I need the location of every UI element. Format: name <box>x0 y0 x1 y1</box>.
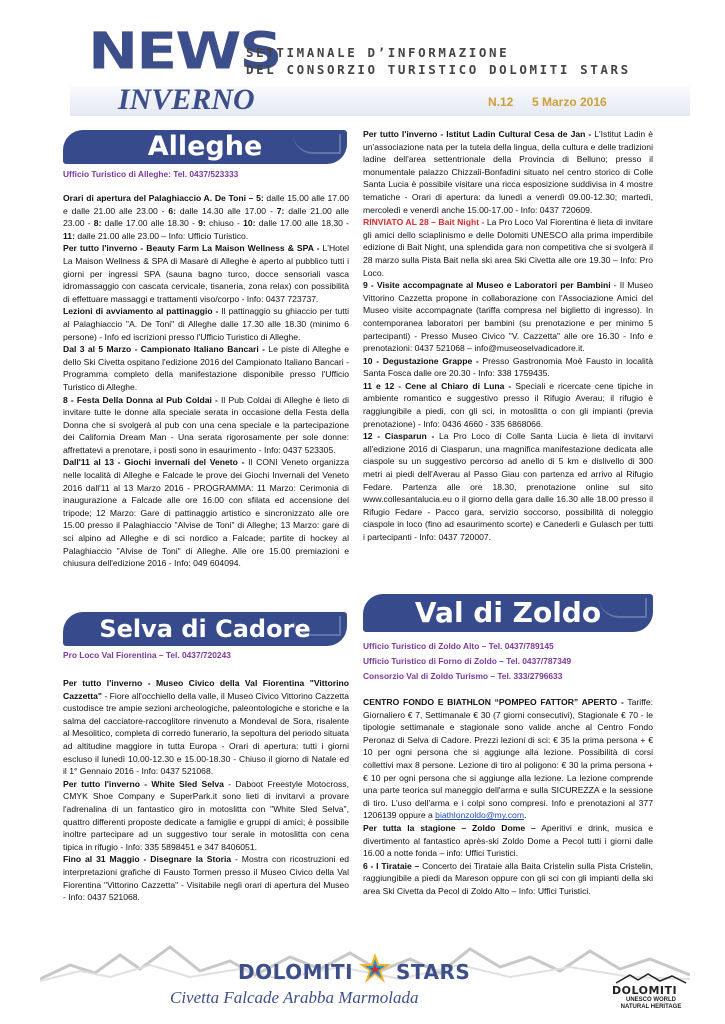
right-column-zoldo <box>363 640 653 898</box>
right-column <box>363 128 653 544</box>
article-text: - Fiore all'occhiello della valle, il Museo Civico Vittorino Cazzetta custodisce tre ampie sezioni archeologiche, paleontologiche e storiche e la salma del cacciatore-raccoglitore rinvenuto a Mondeval de Sora, risalente al Mesolitico, completa di corredo funerario, la sepoltura del periodo situata ad altitudine maggiore in tutta Europa - Orari di apertura: tutti i giorni escluso il lunedì 10.00-12.30 e 15.00-18.30 - Chiuso il giorno di Natale ed il 1° Gennaio 2016 - Info: 0437 521068. <box>63 690 349 777</box>
article <box>63 242 349 305</box>
article-lead: Per tutto l'inverno - Istitut Ladin Cultural Cesa de Jan - <box>363 129 592 139</box>
day-label: 6: <box>168 205 177 216</box>
header-subtitle-1: SETTIMANALE D’INFORMAZIONE <box>246 45 510 60</box>
article-lead: Fino al 31 Maggio - Disegnare la Storia <box>63 854 232 865</box>
email-link[interactable]: biathlonzoldo@my.com <box>435 810 524 821</box>
article-text: La Pro Loco Val Fiorentina è lieta di invitare gli amici dello sciaplinismo e delle Dolomiti UNESCO alla prima imperdibile edizione di Bait Night, una splendida gara non competitiva che si svolgerà il 28 marzo sulla Pista Bait nella ski area Ski Civetta alle ore 19.30 – Info: Pro Loco. <box>363 217 653 278</box>
article-lead: Dall'11 al 13 - Giochi invernali del Veneto - <box>63 457 245 468</box>
article-text: Aperitivi e drink, musica e divertimento al fantastico après-ski Zoldo Dome a Pecol tutti i giorni dalle 16.00 a notte fonda – info: Uffici Turistici. <box>363 822 653 859</box>
unesco-badge <box>612 972 690 1018</box>
article <box>363 355 653 380</box>
article <box>63 394 349 457</box>
article-lead: 10 - Degustazione Grappe - <box>363 355 479 366</box>
unesco-mountain-icon <box>612 972 690 984</box>
article-text: dalle 15.00 alle 17.00 e dalle 21.00 alle 23.00 - <box>63 193 349 216</box>
article-text: Il Pub Coldai di Alleghe è lieto di invitare tutte le donne alla speciale serata in occasione della Festa della Donna che si svolgerà al pub con una cena speciale e la partecipazione dei California Dream Man - Una serata rigorosamente per sole donne: affrettatevi a prenotare, i posti sono in esaurimento - Info: 0437 523305. <box>63 394 349 455</box>
article-text: Presso Gastronomia Moè Fausto in località Santa Fosca dalle ore 20.30 - Info: 338 1759435. <box>363 355 653 379</box>
unesco-subtitle-1: UNESCO WORLD <box>626 997 676 1003</box>
article-lead: Per tutta la stagione – Zoldo Dome – <box>363 822 536 833</box>
article-text: dalle 17.00 alle 18.30 - <box>101 218 199 229</box>
brand-name-right: STARS <box>396 960 471 984</box>
section-title: Alleghe <box>147 131 263 162</box>
section-title: Val di Zoldo <box>414 596 602 629</box>
article-text: L'Hotel La Maison Wellness & SPA di Masarè di Alleghe è aperto al pubblico tutti i giorni per ingressi SPA (sauna bagno turco, docce sensoriali vasca idromassaggio con cascata cervicale, tisaneria, zona relax) con possibilità di effettuare massaggi e trattamenti viso/corpo - Info: 0437 723737. <box>63 243 350 304</box>
office-contact: Ufficio Turistico di Alleghe: Tel. 0437/523333 <box>63 169 239 179</box>
article <box>363 279 653 355</box>
article-lead-alert: RINVIATO AL 28 – Bait Night - <box>363 217 485 228</box>
left-column <box>63 168 349 570</box>
section-banner-selva <box>63 612 347 646</box>
article-text: dalle 21.00 alle 23.00 - <box>63 205 350 229</box>
office-contact: Ufficio Turistico di Zoldo Alto – Tel. 0437/789145 <box>363 641 554 651</box>
article <box>363 216 653 279</box>
article-text: Speciali e ricercate cene tipiche in ambiente romantico e suggestivo presso il Rifugio Averau; il rifugio è raggiungibile a piedi, con gli sci, in motoslitta o con gli impianti (previa prenotazione) - Info: 0436 4660 - 335 6868066. <box>363 380 653 429</box>
article-lead: 8 - Festa Della Donna al Pub Coldai - <box>63 394 218 405</box>
article <box>63 853 349 903</box>
article-text: chiuso - <box>205 218 244 229</box>
article-text: L'Istitut Ladin è un'associazione nata per la tutela della lingua, della cultura e delle tradizioni ladine dell'area settentrionale della Provincia di Belluno; presso il monumentale palazzo Chizzali-Bonfadini situato nel centro storico di Colle Santa Lucia è possibile visitare una ricca esposizione suddivisa in 4 mostre tematiche - Orari di apertura: da lunedì a venerdì 09.00-12.30; martedì, mercoledì e venerdì anche 15.00-17.00 - Info: 0437 720609. <box>363 129 653 215</box>
section-title: Selva di Cadore <box>99 615 311 643</box>
unesco-subtitle-2: NATURAL HERITAGE <box>620 1004 682 1010</box>
article-text: - Daboot Freestyle Motocross, CMYK Shoe Company e SuperPark.it sono lieti di invitarvi a provare l'adrenalina di un fantastico giro in motoslitta con "White Sled Selva", quattro differenti proposte dedicate a famiglie e gruppi di amici; è possibile inoltre partecipare ad un suggestivo tour serale in motoslitta con cena tipica in rifugio - Info: 335 5898451 e 347 8406051. <box>63 778 349 852</box>
article <box>363 128 653 216</box>
day-label: 11: <box>63 230 75 241</box>
article-lead: Per tutto l'inverno - White Sled Selva <box>63 778 224 789</box>
day-label: 8: <box>93 218 102 229</box>
office-contact: Pro Loco Val Fiorentina – Tel. 0437/720243 <box>63 650 231 660</box>
section-banner-alleghe <box>63 130 347 164</box>
section-banner-zoldo <box>363 594 653 632</box>
star-logo-icon <box>358 952 392 986</box>
article-lead: Lezioni di avviamento al pattinaggio - <box>63 306 219 317</box>
news-logo: NEWS <box>88 21 281 82</box>
article-lead: Per tutto l'inverno - Museo Civico della Val Fiorentina "Vittorino Cazzetta" <box>63 678 349 701</box>
issue-number: N.12 <box>488 95 514 109</box>
office-contact: Consorzio Val di Zoldo Turismo – Tel. 333/2796633 <box>363 671 563 681</box>
header-subtitle-2: DEL CONSORZIO TURISTICO DOLOMITI STARS <box>246 62 631 77</box>
article-text: Il pattinaggio su ghiaccio per tutti al Palaghiaccio "A. De Toni" di Alleghe dalle 17.30 alle 18.30 (minimo 6 persone) - Info ed iscrizioni presso l'Ufficio Turistico di Alleghe. <box>63 306 349 342</box>
article-text: Il CONI Veneto organizza nelle località di Alleghe e Falcade le prove dei Giochi Invernali del Veneto 2016 dall'11 al 13 Marzo 2016 - PROGRAMMA: 11 Marzo: Cerimonia di inaugurazione a Falcade alle ore 16.00 con sfilata ed accensione del tripode; 12 Marzo: Gare di pattinaggio artistico e sincronizzato alle ore 15.00 presso il Palaghiaccio "Alvise de Toni" di Alleghe; 13 Marzo: gare di sci alpino ad Alleghe e di sci nordico a Falcade; partite di hockey al Palaghiaccio "Alvise de Toni" di Alleghe. Alle ore 15.00 premiazioni e chiusura dell'edizione 2016 - Info: 049 604094. <box>63 457 349 569</box>
article <box>363 380 653 430</box>
article-lead: 11 e 12 - Cene al Chiaro di Luna - <box>363 380 512 391</box>
article <box>63 305 349 343</box>
article-text: Le piste di Alleghe e dello Ski Civetta ospitano l'edizione 2016 del Campionato Italiano Bancari - Programma completo della manifestazione disponibile presso l'Ufficio Turistico di Alleghe. <box>63 344 350 392</box>
left-column-selva <box>63 649 349 904</box>
brand-name-left: DOLOMITI <box>238 960 354 984</box>
article-lead: Dal 3 al 5 Marzo - Campionato Italiano Bancari - <box>63 344 265 355</box>
article-text: Concerto dei Tirataie alla Baita Cristelin sulla Pista Cristelin, raggiungibile a piedi da Mareson oppure con gli sci con gli impianti della ski area Ski Civetta da Pecol di Zoldo Alto – Info: Uffici Turistici. <box>363 860 653 896</box>
edition-title: INVERNO <box>118 83 255 116</box>
article <box>63 778 349 854</box>
day-label: 9: <box>198 218 206 229</box>
article-text: - Il Museo Vittorino Cazzetta propone in collaborazione con l'Associazione Amici del Museo visite accompagnate (tariffa compresa nel biglietto di ingresso). In contemporanea laboratori per bambini (su prenotazione e per minimo 5 partecipanti) - Presso Museo Civico "V. Cazzetta" alle ore 16.30 - Info e prenotazioni: 0437 521068 – info@museoselvadicadore.it. <box>363 280 653 354</box>
unesco-title: DOLOMITI <box>612 984 678 997</box>
article-lead: Orari di apertura del Palaghiaccio A. De Toni – 5: <box>63 193 264 203</box>
issue-date: 5 Marzo 2016 <box>532 95 607 109</box>
day-label: 7: <box>276 205 285 216</box>
article-lead: Per tutto l'inverno - Beauty Farm La Maison Wellness & SPA - <box>63 243 320 254</box>
article-text: dalle 21.00 alle 23.00 – Info: Ufficio Turistico. <box>74 230 249 241</box>
day-label: 10: <box>243 218 256 229</box>
article-lead: 6 - I Tirataie – <box>363 860 420 871</box>
article-lead: CENTRO FONDO E BIATHLON “POMPEO FATTOR” APERTO - <box>363 697 624 707</box>
article-text: La Pro Loco di Colle Santa Lucia è lieta di invitarvi all'edizione 2016 di Ciasparun, una magnifica manifestazione dedicata alle ciaspole su un suggestivo percorso ad anello di 5 km e dislivello di 300 metri ai piedi dell'Averau al Passo Giau con partenza ed arrivo al Rifugio Fedare. Partenza alle ore 18.30, prenotazione online sul sito www.collesantalucia.eu o il giorno della gara dalle 16.30 alle 18.00 presso il Rifugio Fedare - Pacco gara, servizio soccorso, possibilità di noleggio ciaspole in loco (fino ad esaurimento scorte) e Canederli e Gulasch per tutti i partecipanti - Info: 0437 720007. <box>363 431 653 542</box>
article <box>363 430 653 543</box>
article <box>363 822 653 860</box>
article-text: dalle 17.00 alle 18.30 - <box>255 218 349 229</box>
article-text: dalle 14.30 alle 17.00 - <box>176 205 277 216</box>
office-contact: Ufficio Turistico di Forno di Zoldo – Tel. 0437/787349 <box>363 656 572 666</box>
article-lead: 12 - Ciasparun - <box>363 431 435 442</box>
article-text: Tariffe: Giornaliero € 7, Settimanale € 30 (7 giorni consecutivi), Stagionale € 70 - le tipologie settimanale e stagionale sono valide anche al Centro Fondo Peronaz di Selva di Cadore. Prezzi lezioni di sci: € 35 la prima persona + € 10 per ogni persona che si aggiunge alla lezione. Possibilità di corsi collettivi max 8 persone. Lezione di tiro al poligono: € 30 la prima persona + € 10 per ogni persona che si aggiunge alla lezione. La lezione comprende una parte teorica sul maneggio dell'arma e sulla SICUREZZA e la sessione di tiro. L'uso dell'arma e i colpi sono compresi. Info e prenotazioni al 377 1206139 oppure a <box>363 697 653 821</box>
article <box>63 343 349 393</box>
brand-towns: Civetta Falcade Arabba Marmolada <box>170 988 419 1007</box>
article-text: . <box>523 810 527 821</box>
article <box>363 860 653 898</box>
article-lead: 9 - Visite accompagnate al Museo e Laboratori per Bambini <box>363 280 611 291</box>
article-text: - Mostra con ricostruzioni ed interpretazioni grafiche di Fausto Tormen presso il Museo Civico della Val Fiorentina "Vittorino Cazzetta" - Visitabile negli orari di apertura del Museo - Info: 0437 521068. <box>63 854 349 903</box>
article <box>63 677 349 778</box>
article <box>63 456 349 569</box>
article <box>363 696 653 822</box>
article <box>63 192 349 242</box>
